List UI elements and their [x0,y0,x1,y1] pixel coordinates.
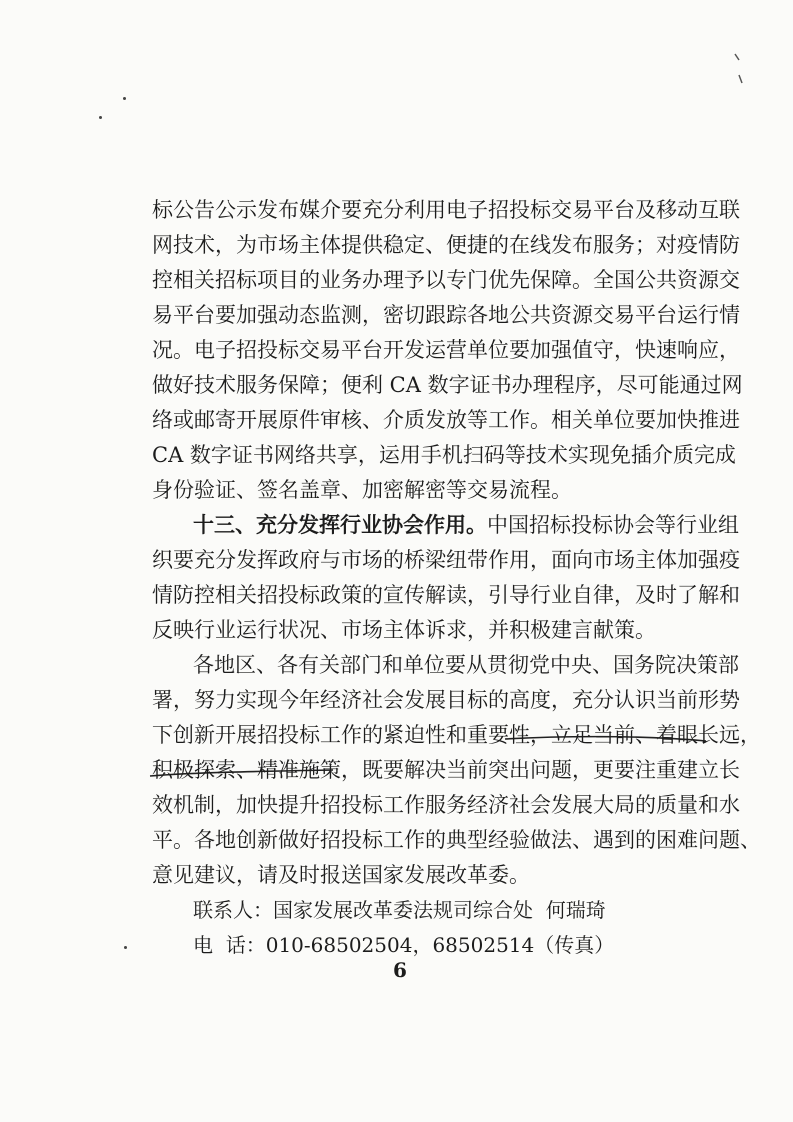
contact-name: 国家发展改革委法规司综合处 何瑞琦 [273,898,606,922]
body-line: 意见建议，请及时报送国家发展改革委。 [152,863,530,887]
section-13-first-line [193,512,739,538]
body-line: 网技术，为市场主体提供稳定、便捷的在线发布服务；对疫情防 [152,233,740,257]
body-line: 效机制，加快提升招投标工作服务经济社会发展大局的质量和水 [152,793,740,817]
contact-person [193,897,606,923]
body-line: 下创新开展招投标工作的紧迫性和重要性，立足当前、着眼长远， [152,723,761,747]
body-line: 做好技术服务保障；便利 CA 数字证书办理程序，尽可能通过网 [152,373,743,397]
body-line: 控相关招标项目的业务办理予以专门优先保障。全国公共资源交 [152,268,740,292]
body-line: 标公告公示发布媒介要充分利用电子招投标交易平台及移动互联 [152,198,740,222]
contact-label: 联系人： [193,898,273,922]
phone-number: 010-68502504，68502514（传真） [265,933,615,957]
section-13-text: 中国招标投标协会等行业组 [487,513,739,537]
body-line: 各地区、各有关部门和单位要从贯彻党中央、国务院决策部 [193,653,739,677]
body-line: 况。电子招投标交易平台开发运营单位要加强值守，快速响应， [152,338,740,362]
body-line: 积极探索、精准施策，既要解决当前突出问题，更要注重建立长 [152,758,740,782]
body-line: 平。各地创新做好招投标工作的典型经验做法、遇到的困难问题、 [152,828,761,852]
phone-label: 电 话： [193,933,266,957]
body-line: 署，努力实现今年经济社会发展目标的高度，充分认识当前形势 [152,688,740,712]
body-line: 易平台要加强动态监测，密切跟踪各地公共资源交易平台运行情 [152,303,740,327]
body-line: CA 数字证书网络共享，运用手机扫码等技术实现免插介质完成 [152,443,736,467]
body-line: 情防控相关招投标政策的宣传解读，引导行业自律，及时了解和 [152,583,740,607]
body-line: 身份验证、签名盖章、加密解密等交易流程。 [152,478,572,502]
contact-phone [193,932,614,958]
body-line: 织要充分发挥政府与市场的桥梁纽带作用，面向市场主体加强疫 [152,548,740,572]
body-line: 络或邮寄开展原件审核、介质发放等工作。相关单位要加快推进 [152,408,740,432]
body-line: 反映行业运行状况、市场主体诉求，并积极建言献策。 [152,618,656,642]
page-number: 6 [393,958,407,982]
section-13-heading: 十三、充分发挥行业协会作用。 [193,512,487,537]
